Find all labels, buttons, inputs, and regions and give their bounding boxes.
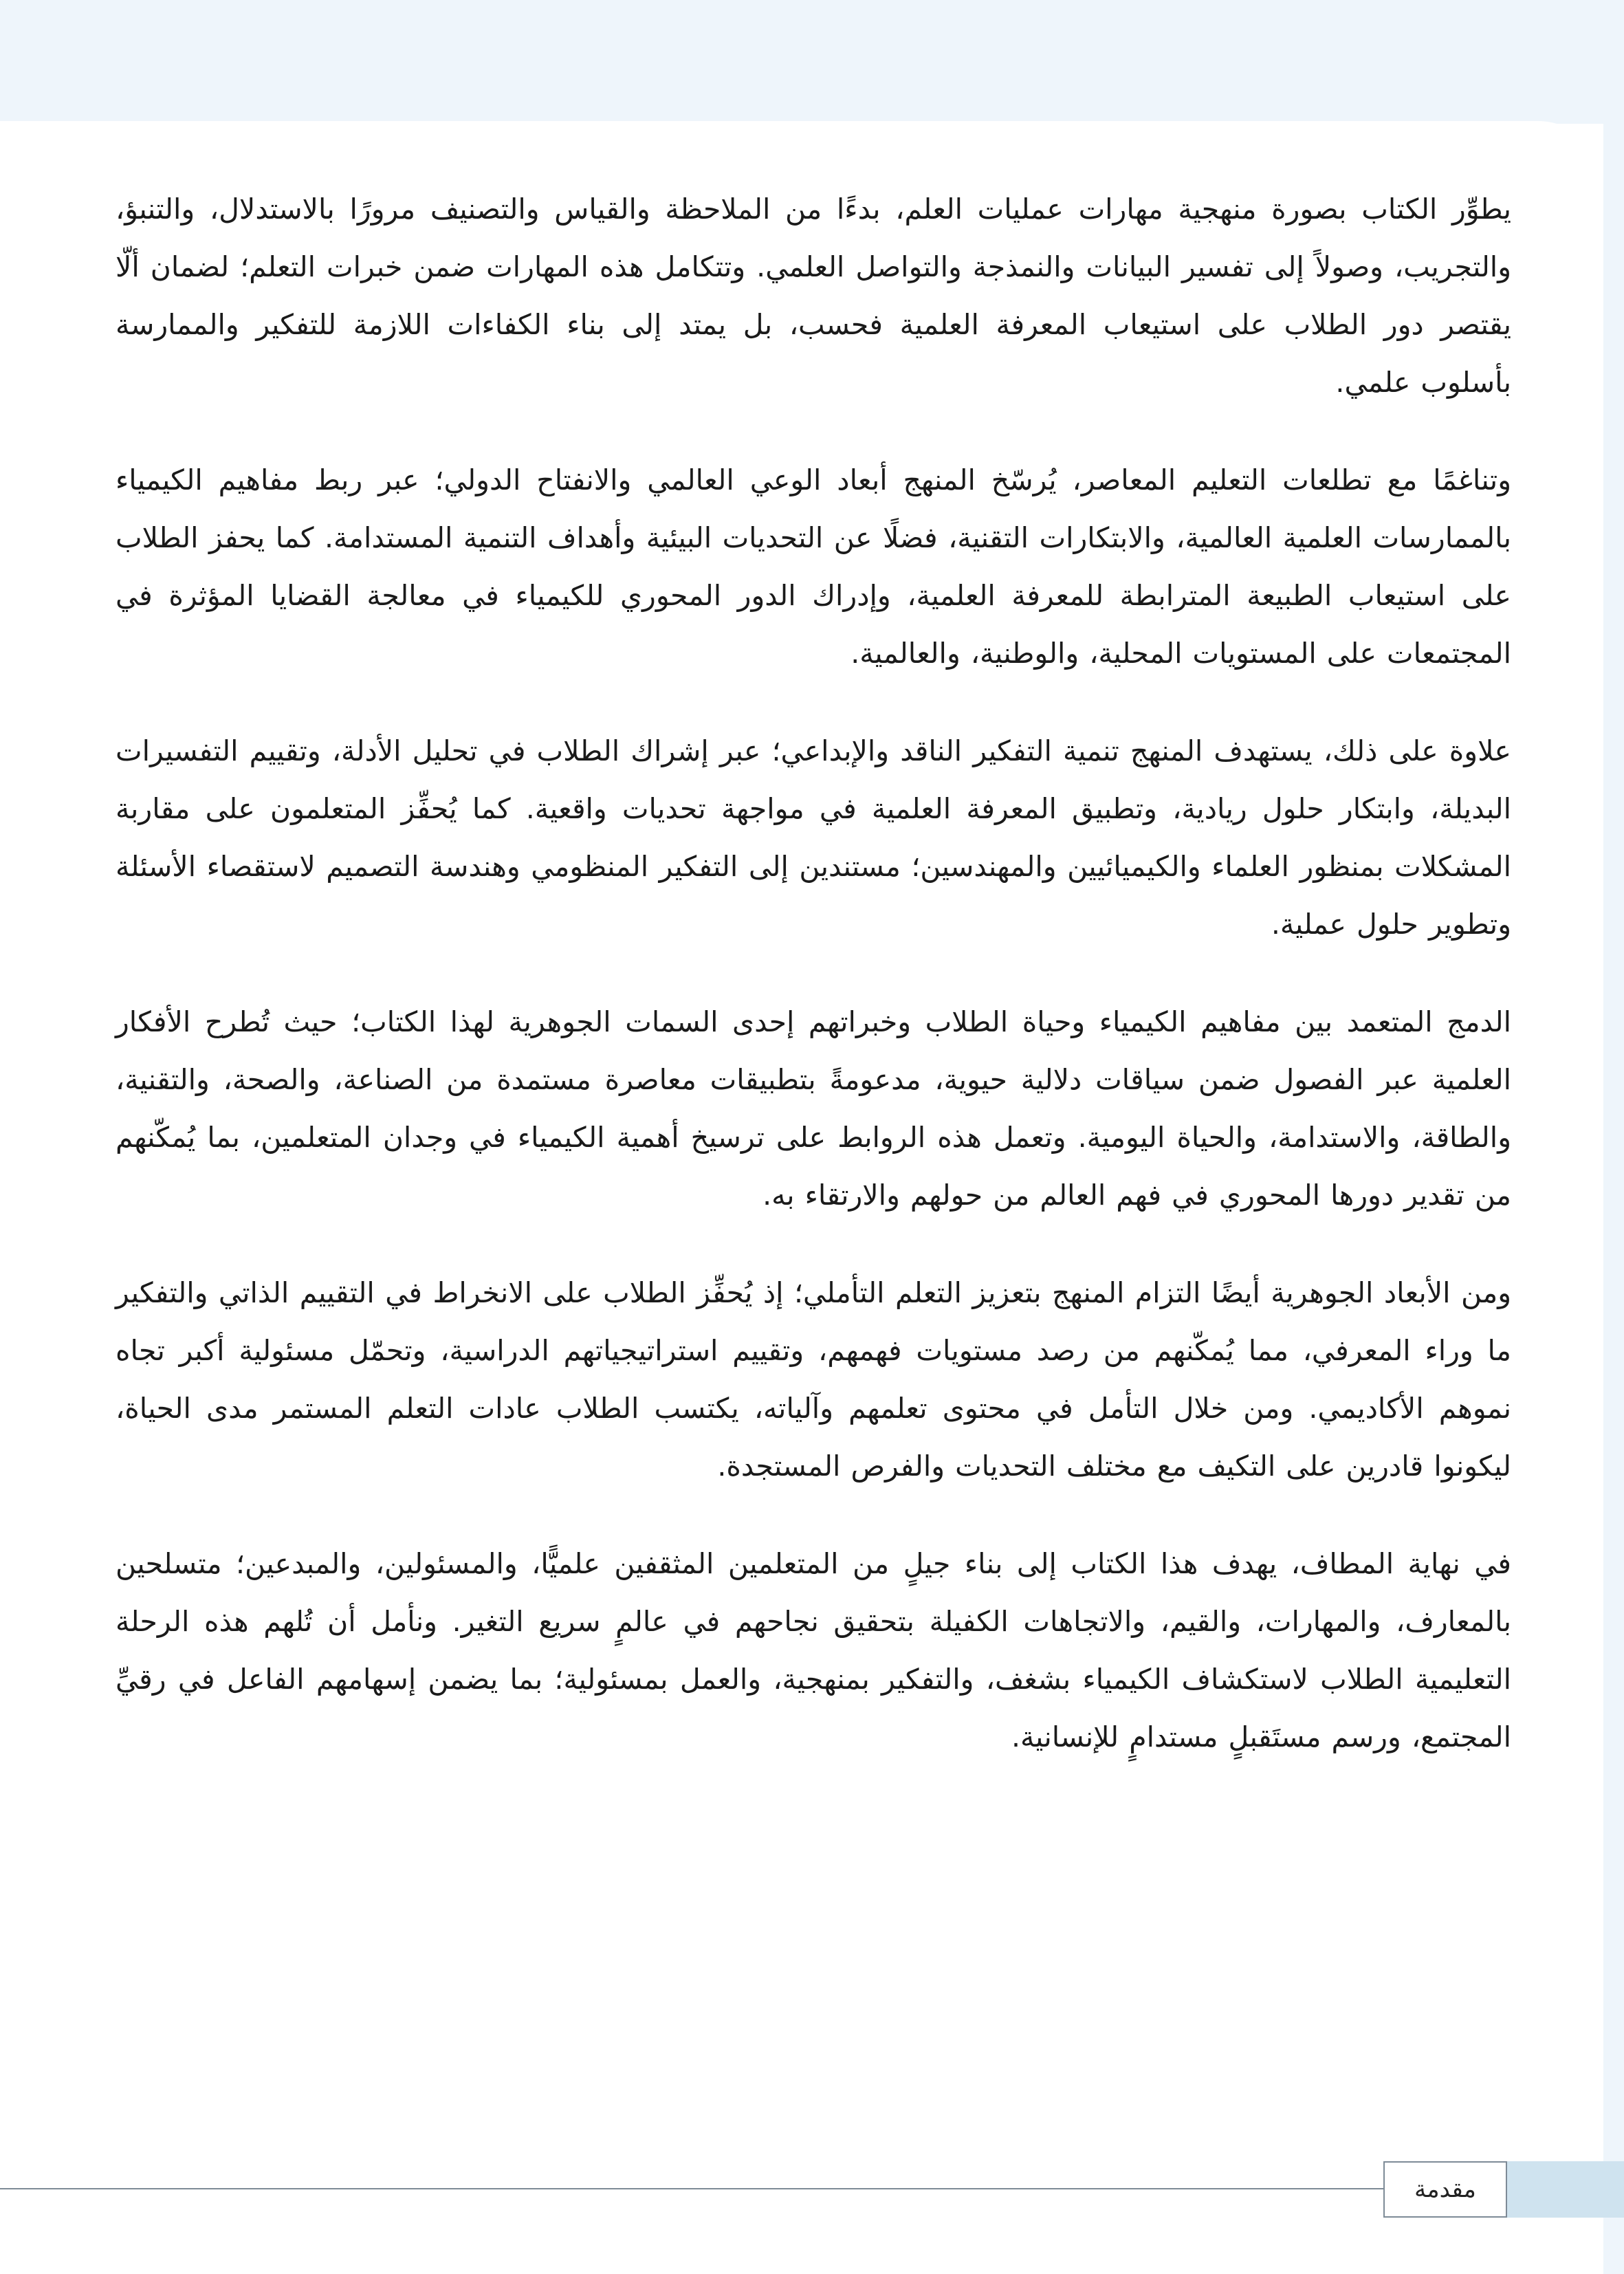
paragraph-3: علاوة على ذلك، يستهدف المنهج تنمية التفكير الناقد والإبداعي؛ عبر إشراك الطلاب في تحليل الأدلة، وتقييم التفسيرات البديلة، وابتكار حلول ريادية، وتطبيق المعرفة العلمية في مواجهة تحديات واقعية. كما يُحفِّز المتعلمون على مقاربة المشكلات بمنظور العلماء والكيميائيين والمهندسين؛ مستندين إلى التفكير المنظومي وهندسة التصميم لاستقصاء الأسئلة وتطوير حلول عملية.: [116, 734, 1511, 941]
footer-rule: [0, 2188, 1383, 2189]
page-background-band: [0, 0, 1624, 124]
footer-section-text: مقدمة: [1414, 2176, 1476, 2203]
introduction-body: [116, 180, 1511, 1806]
paragraph-4: الدمج المتعمد بين مفاهيم الكيمياء وحياة الطلاب وخبراتهم إحدى السمات الجوهرية لهذا الكتاب؛ حيث تُطرح الأفكار العلمية عبر الفصول ضمن سياقات دلالية حيوية، مدعومةً بتطبيقات معاصرة مستمدة من الصناعة، والصحة، والتقنية، والطاقة، والاستدامة، والحياة اليومية. وتعمل هذه الروابط على ترسيخ أهمية الكيمياء في وجدان المتعلمين، بما يُمكّنهم من تقدير دورها المحوري في فهم العالم من حولهم والارتقاء به.: [116, 1005, 1511, 1212]
paragraph-5: ومن الأبعاد الجوهرية أيضًا التزام المنهج بتعزيز التعلم التأملي؛ إذ يُحفِّز الطلاب على الانخراط في التقييم الذاتي والتفكير ما وراء المعرفي، مما يُمكّنهم من رصد مستويات فهمهم، وتقييم استراتيجياتهم الدراسية، وتحمّل مسئولية أكبر تجاه نموهم الأكاديمي. ومن خلال التأمل في محتوى تعلمهم وآلياته، يكتسب الطلاب عادات التعلم المستمر مدى الحياة، ليكونوا قادرين على التكيف مع مختلف التحديات والفرص المستجدة.: [116, 1276, 1511, 1483]
footer-section-label: [1383, 2161, 1507, 2218]
paragraph-6: في نهاية المطاف، يهدف هذا الكتاب إلى بناء جيلٍ من المتعلمين المثقفين علميًّا، والمسئولين، والمبدعين؛ متسلحين بالمعارف، والمهارات، والقيم، والاتجاهات الكفيلة بتحقيق نجاحهم في عالمٍ سريع التغير. ونأمل أن تُلهم هذه الرحلة التعليمية الطلاب لاستكشاف الكيمياء بشغف، والتفكير بمنهجية، والعمل بمسئولية؛ بما يضمن إسهامهم الفاعل في رقيِّ المجتمع، ورسم مستَقبلٍ مستدامٍ للإنسانية.: [116, 1547, 1511, 1753]
paragraph-2: وتناغمًا مع تطلعات التعليم المعاصر، يُرسّخ المنهج أبعاد الوعي العالمي والانفتاح الدولي؛ عبر ربط مفاهيم الكيمياء بالممارسات العلمية العالمية، والابتكارات التقنية، فضلًا عن التحديات البيئية وأهداف التنمية المستدامة. كما يحفز الطلاب على استيعاب الطبيعة المترابطة للمعرفة العلمية، وإدراك الدور المحوري للكيمياء في معالجة القضايا المؤثرة في المجتمعات على المستويات المحلية، والوطنية، والعالمية.: [116, 463, 1511, 670]
page-side-band: [1603, 0, 1624, 2274]
footer-tab: [1507, 2161, 1624, 2218]
paragraph-1: يطوِّر الكتاب بصورة منهجية مهارات عمليات العلم، بدءًا من الملاحظة والقياس والتصنيف مرورًا بالاستدلال، والتنبؤ، والتجريب، وصولاً إلى تفسير البيانات والنمذجة والتواصل العلمي. وتتكامل هذه المهارات ضمن خبرات التعلم؛ لضمان ألّا يقتصر دور الطلاب على استيعاب المعرفة العلمية فحسب، بل يمتد إلى بناء الكفاءات اللازمة للتفكير والممارسة بأسلوب علمي.: [116, 193, 1511, 399]
